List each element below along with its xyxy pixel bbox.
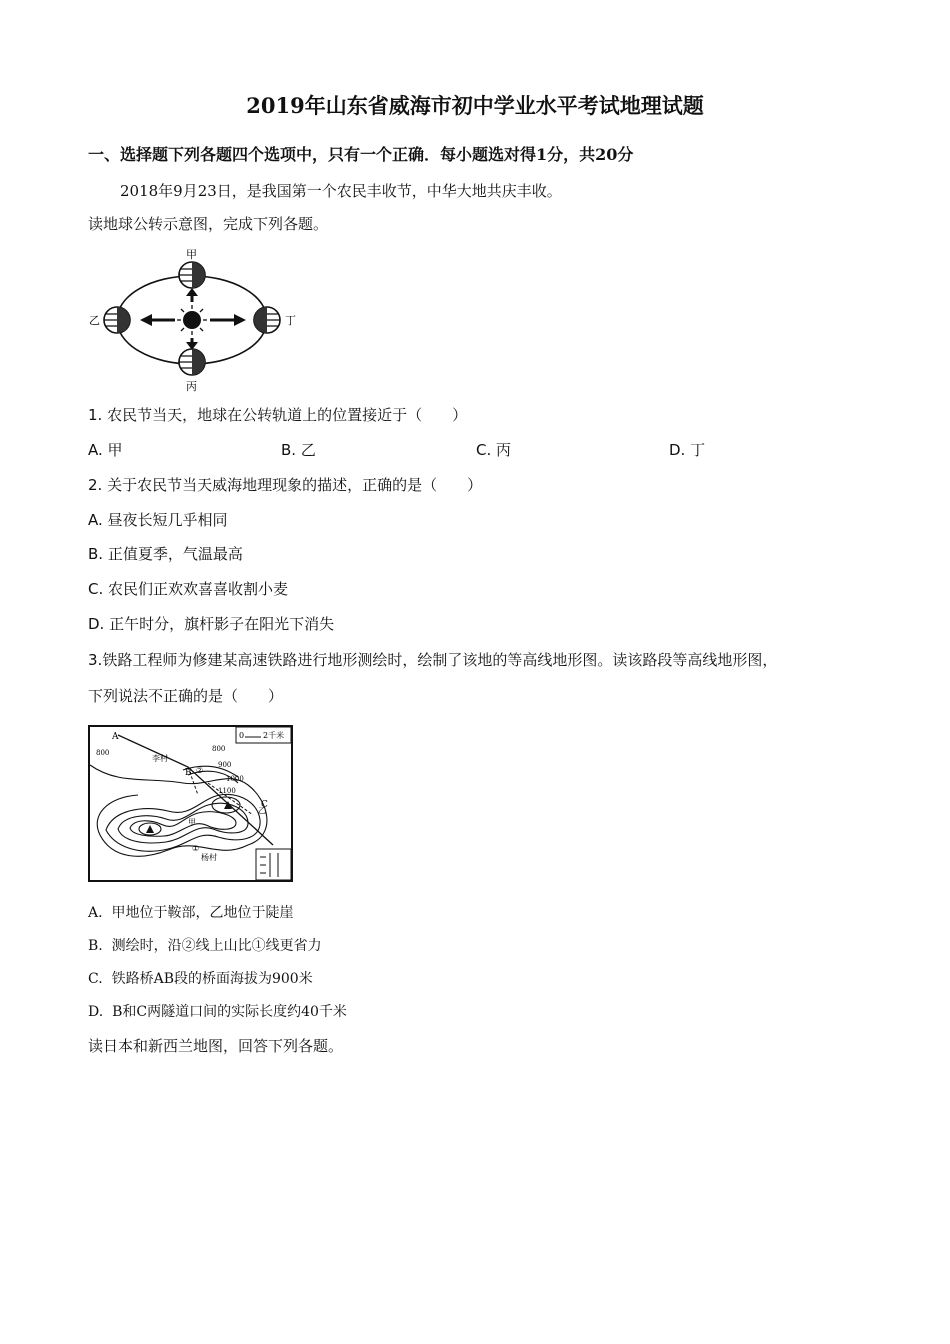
arrow-left-icon bbox=[140, 314, 175, 326]
q2-option-d[interactable]: D. 正午时分，旗杆影子在阳光下消失 bbox=[88, 615, 335, 633]
question-3 bbox=[88, 650, 777, 670]
q1-option-a[interactable]: A. 甲 bbox=[88, 441, 123, 459]
contour-label-800a: 800 bbox=[96, 749, 110, 757]
contour-label-900: 900 bbox=[218, 761, 232, 769]
label-jia: 甲 bbox=[188, 818, 196, 827]
label-right: 丁 bbox=[285, 314, 296, 327]
label-top: 甲 bbox=[186, 248, 197, 261]
label-village-yang: 杨村 bbox=[201, 853, 217, 862]
q2-stem: 关于农民节当天威海地理现象的描述，正确的是（ ） bbox=[107, 476, 483, 494]
earth-orbit-diagram bbox=[86, 244, 301, 392]
q1-option-c[interactable]: C. 丙 bbox=[476, 441, 512, 459]
q2-number: 2. bbox=[88, 476, 103, 494]
read-instruction-1: 读地球公转示意图，完成下列各题。 bbox=[88, 215, 329, 233]
arrow-up-icon bbox=[186, 288, 198, 302]
contour-label-1100: 1100 bbox=[218, 787, 236, 795]
sun-icon bbox=[177, 305, 207, 335]
earth-left-icon bbox=[104, 307, 130, 333]
label-village-li: 李村 bbox=[152, 754, 168, 763]
q1-number: 1. bbox=[88, 406, 103, 424]
q1-option-d[interactable]: D. 丁 bbox=[669, 441, 706, 459]
q3-stem-line2: 下列说法不正确的是（ ） bbox=[88, 687, 284, 705]
q2-option-c[interactable]: C. 农民们正欢欢喜喜收割小麦 bbox=[88, 580, 289, 598]
label-route1: ① bbox=[192, 844, 200, 853]
label-c: C bbox=[261, 800, 268, 810]
earth-right-icon bbox=[254, 307, 280, 333]
intro-text: 2018年9月23日，是我国第一个农民丰收节，中华大地共庆丰收。 bbox=[120, 182, 562, 200]
contour-label-800b: 800 bbox=[212, 745, 226, 753]
q3-option-c[interactable]: C. 铁路桥AB段的桥面海拔为900米 bbox=[88, 971, 313, 987]
read-instruction-2: 读日本和新西兰地图，回答下列各题。 bbox=[88, 1037, 344, 1055]
q3-option-b[interactable]: B. 测绘时，沿②线上山比①线更省力 bbox=[88, 938, 322, 954]
contour-label-1000: 1000 bbox=[226, 775, 244, 783]
label-route2: ② bbox=[196, 766, 204, 775]
q2-option-a[interactable]: A. 昼夜长短几乎相同 bbox=[88, 511, 228, 529]
label-bottom: 丙 bbox=[186, 380, 197, 392]
q2-option-b[interactable]: B. 正值夏季，气温最高 bbox=[88, 545, 243, 563]
q3-option-d[interactable]: D. B和C两隧道口间的实际长度约40千米 bbox=[88, 1004, 347, 1020]
contour-map bbox=[88, 725, 293, 882]
earth-top-icon bbox=[179, 262, 205, 288]
earth-bottom-icon bbox=[179, 349, 205, 375]
label-b: B bbox=[185, 768, 192, 778]
q1-stem: 农民节当天，地球在公转轨道上的位置接近于（ ） bbox=[107, 406, 468, 424]
label-yi: 乙 bbox=[258, 806, 266, 815]
scale-zero: 0 bbox=[239, 731, 245, 740]
question-2 bbox=[88, 475, 482, 495]
section-heading: 一、选择题下列各题四个选项中，只有一个正确．每小题选对得1分，共20分 bbox=[88, 145, 634, 164]
q3-stem-line1: 铁路工程师为修建某高速铁路进行地形测绘时，绘制了该地的等高线地形图。读该路段等高线地形图， bbox=[102, 651, 778, 669]
label-a: A bbox=[112, 732, 119, 742]
page-title: 2019年山东省威海市初中学业水平考试地理试题 bbox=[246, 93, 704, 118]
label-left: 乙 bbox=[89, 314, 100, 327]
q3-option-a[interactable]: A. 甲地位于鞍部，乙地位于陡崖 bbox=[88, 905, 294, 921]
q3-number: 3. bbox=[88, 651, 103, 669]
arrow-right-icon bbox=[210, 314, 246, 326]
scale-value: 2千米 bbox=[263, 731, 285, 740]
question-1 bbox=[88, 405, 467, 425]
q1-option-b[interactable]: B. 乙 bbox=[281, 441, 316, 459]
